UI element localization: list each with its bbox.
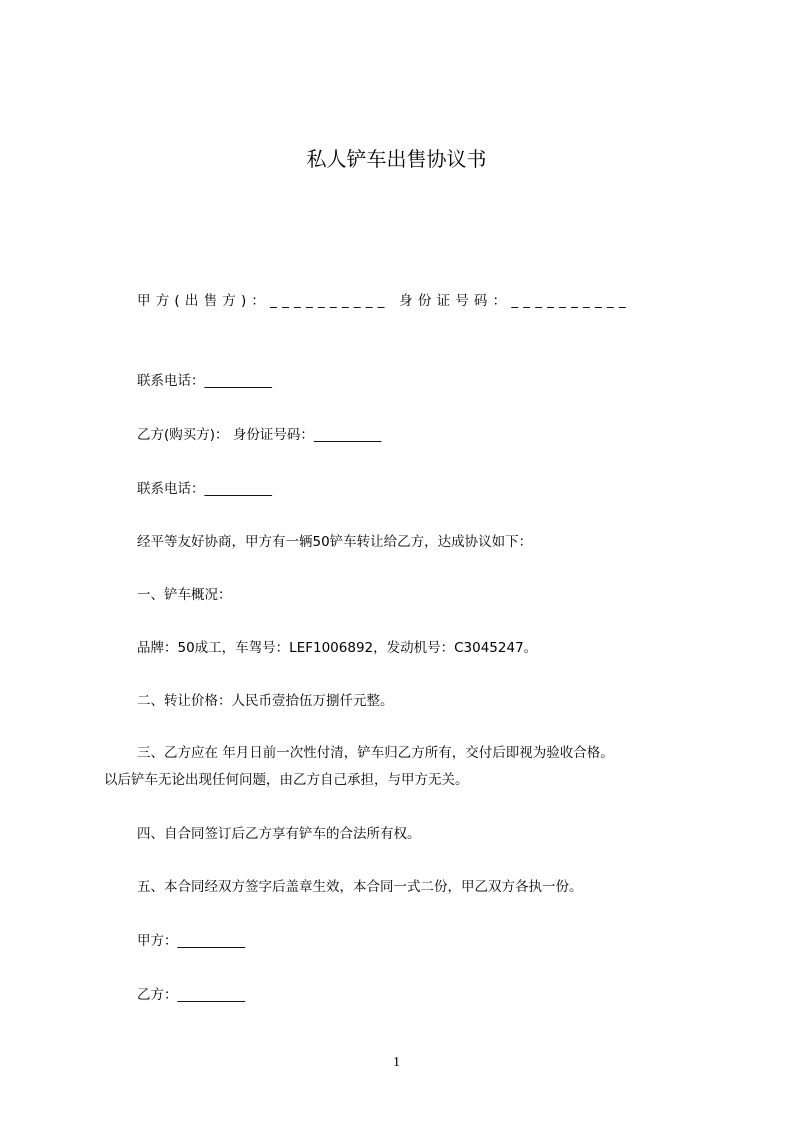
section-5: 五、本合同经双方签字后盖章生效，本合同一式二份，甲乙双方各执一份。: [137, 879, 583, 895]
intro-paragraph: 经平等友好协商，甲方有一辆50铲车转让给乙方，达成协议如下：: [137, 534, 533, 550]
party-a-line: 甲方(出售方)：__________ 身份证号码：__________: [137, 293, 631, 309]
party-b-phone: 联系电话：__________: [137, 481, 272, 497]
document-title: 私人铲车出售协议书: [306, 147, 487, 171]
signature-party-a: 甲方：__________: [137, 933, 245, 949]
party-b-line: 乙方(购买方)： 身份证号码：__________: [137, 427, 382, 443]
section-2-price: 二、转让价格：人民币壹拾伍万捌仟元整。: [137, 693, 394, 709]
section-3-line-1: 三、乙方应在 年月日前一次性付清，铲车归乙方所有，交付后即视为验收合格。: [137, 745, 614, 761]
signature-party-b: 乙方：__________: [137, 987, 245, 1003]
party-a-phone: 联系电话：__________: [137, 373, 272, 389]
page-number: 1: [393, 1055, 400, 1070]
section-1-heading: 一、铲车概况：: [137, 587, 232, 603]
section-3-line-2: 以后铲车无论出现任何问题，由乙方自己承担，与甲方无关。: [104, 772, 469, 788]
section-4: 四、自合同签订后乙方享有铲车的合法所有权。: [137, 826, 421, 842]
brand-details: 品牌：50成工，车驾号：LEF1006892，发动机号：C3045247。: [137, 640, 538, 656]
